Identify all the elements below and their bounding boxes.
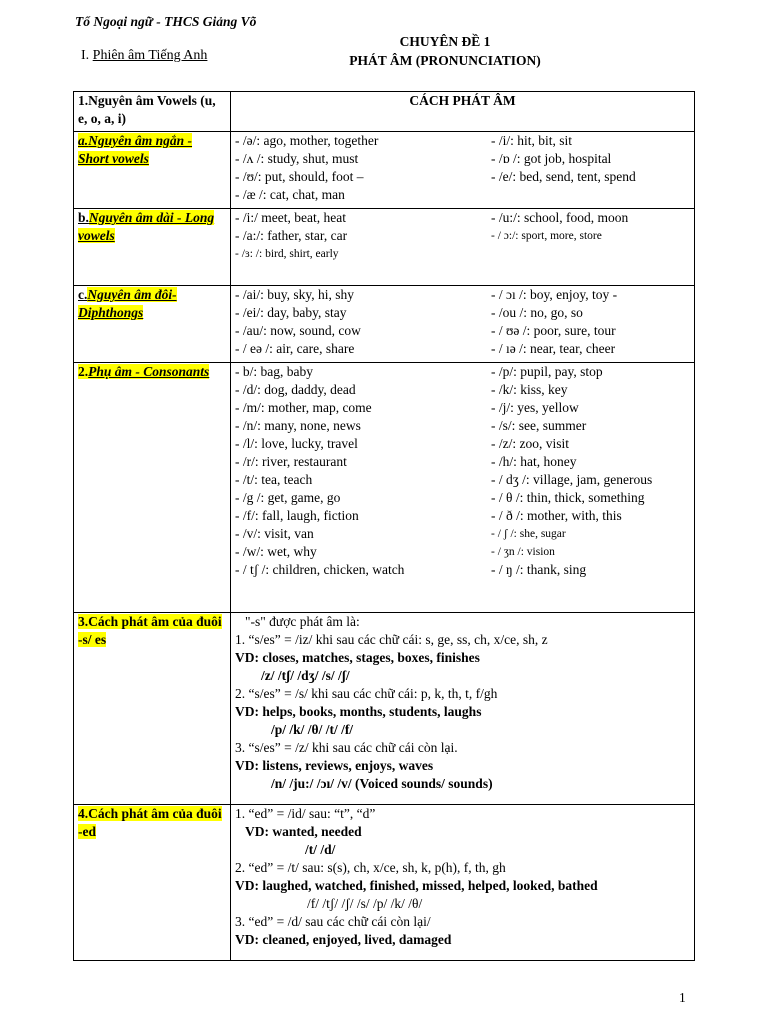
list-item: - /u:/: school, food, moon <box>491 210 629 225</box>
list-item: - b/: bag, baby <box>235 364 313 379</box>
ed-text: Cách phát âm của đuôi -ed <box>78 806 222 839</box>
list-item: VD: closes, matches, stages, boxes, finishes <box>235 650 480 665</box>
list-item: /z/ /tʃ/ /dʒ/ /s/ /ʃ/ <box>261 668 350 683</box>
list-item: - /p/: pupil, pay, stop <box>491 364 603 379</box>
list-item: VD: cleaned, enjoyed, lived, damaged <box>235 932 452 947</box>
diphthongs-text: Nguyên âm đôi- Diphthongs <box>78 287 177 320</box>
short-vowels-prefix: a. <box>78 133 89 148</box>
long-vowels-prefix: b. <box>78 210 89 225</box>
diphthongs-label <box>74 286 231 363</box>
list-item: VD: wanted, needed <box>245 824 362 839</box>
list-item: - /l/: love, lucky, travel <box>235 436 358 451</box>
table-row <box>74 132 695 209</box>
list-item: - /f/: fall, laugh, fiction <box>235 508 359 523</box>
list-item: - /k/: kiss, key <box>491 382 568 397</box>
table-row <box>74 92 695 132</box>
table-row <box>74 805 695 961</box>
list-item: - / ŋ /: thank, sing <box>491 562 587 577</box>
list-item: 3. “ed” = /d/ sau các chữ cái còn lại/ <box>235 914 431 929</box>
list-item: - /ai/: buy, sky, hi, shy <box>235 287 354 302</box>
list-item: VD: helps, books, months, students, laughs <box>235 704 482 719</box>
list-item: - /ei/: day, baby, stay <box>235 305 347 320</box>
list-item: - /w/: wet, why <box>235 544 317 559</box>
list-item: - /a:/: father, star, car <box>235 228 348 243</box>
short-vowels-text: Nguyên âm ngắn - Short vowels <box>78 133 193 166</box>
list-item: - /d/: dog, daddy, dead <box>235 382 356 397</box>
short-vowels-label <box>74 132 231 209</box>
section-title-text: Phiên âm Tiếng Anh <box>92 48 208 63</box>
ed-prefix: 4. <box>78 806 89 821</box>
list-item: - /ou /: no, go, so <box>491 305 583 320</box>
list-item: - / ɔ:/: sport, more, store <box>491 230 602 242</box>
list-item: /f/ /tʃ/ /ʃ/ /s/ /p/ /k/ /θ/ <box>307 896 423 911</box>
list-item: - /æ /: cat, chat, man <box>235 187 345 202</box>
list-item: - /s/: see, summer <box>491 418 587 433</box>
list-item: - / ʒn /: vision <box>491 546 555 558</box>
list-item: 1. “s/es” = /iz/ khi sau các chữ cái: s, ge, ss, ch, x/ce, sh, z <box>235 632 548 647</box>
list-item: - /t/: tea, teach <box>235 472 313 487</box>
method-heading: CÁCH PHÁT ÂM <box>231 92 695 132</box>
diphthongs-prefix: c. <box>78 287 88 302</box>
list-item: - /ɒ /: got job, hospital <box>491 151 612 166</box>
list-item: 2. “ed” = /t/ sau: s(s), ch, x/ce, sh, k, p(h), f, th, gh <box>235 860 506 875</box>
list-item: - / dʒ /: village, jam, generous <box>491 472 653 487</box>
list-item: - /h/: hat, honey <box>491 454 577 469</box>
long-vowels-label <box>74 209 231 286</box>
table-row <box>74 209 695 286</box>
list-item: /n/ /ju:/ /ɔı/ /v/ (Voiced sounds/ sounds) <box>271 776 493 791</box>
consonants-label <box>74 363 231 613</box>
list-item: - / tʃ /: children, chicken, watch <box>235 562 405 577</box>
list-item: - /au/: now, sound, cow <box>235 323 361 338</box>
list-item: - / ıə /: near, tear, cheer <box>491 341 616 356</box>
consonants-cell <box>231 363 695 613</box>
ed-cell <box>231 805 695 961</box>
table-row <box>74 613 695 805</box>
list-item: - /n/: many, none, news <box>235 418 361 433</box>
list-item: - /ə/: ago, mother, together <box>235 133 379 148</box>
list-item: - /e/: bed, send, tent, spend <box>491 169 636 184</box>
list-item: - / θ /: thin, thick, something <box>491 490 645 505</box>
list-item: /t/ /d/ <box>305 842 336 857</box>
s-es-label <box>74 613 231 805</box>
section-number: I. <box>81 48 93 63</box>
section-title <box>81 48 207 64</box>
table-row <box>74 363 695 613</box>
list-item: - / ʃ /: she, sugar <box>491 528 566 540</box>
list-item: - / eə /: air, care, share <box>235 341 355 356</box>
consonants-grid <box>235 363 690 579</box>
title-line-2: PHÁT ÂM (PRONUNCIATION) <box>349 53 541 68</box>
short-vowels-cell <box>231 132 695 209</box>
diphthongs-cell <box>231 286 695 363</box>
list-item: - /ʊ/: put, should, foot – <box>235 169 364 184</box>
s-es-text: Cách phát âm của đuôi -s/ es <box>78 614 222 647</box>
long-vowels-text: Nguyên âm dài - Long vowels <box>78 210 215 243</box>
list-item: /p/ /k/ /θ/ /t/ /f/ <box>271 722 354 737</box>
list-item: - /m/: mother, map, come <box>235 400 372 415</box>
consonants-prefix: 2. <box>78 364 89 379</box>
list-item <box>491 245 690 263</box>
s-es-prefix: 3. <box>78 614 89 629</box>
pronunciation-table <box>73 91 695 961</box>
list-item: - / ð /: mother, with, this <box>491 508 622 523</box>
list-item: 1. “ed” = /id/ sau: “t”, “d” <box>235 806 376 821</box>
list-item: - /ɜ: /: bird, shirt, early <box>235 248 339 260</box>
list-item: "-s" được phát âm là: <box>245 614 360 629</box>
list-item: - /i:/ meet, beat, heat <box>235 210 346 225</box>
title-line-1: CHUYÊN ĐỀ 1 <box>399 34 491 49</box>
list-item: - /ʌ /: study, shut, must <box>235 151 359 166</box>
list-item <box>491 186 690 204</box>
list-item: 2. “s/es” = /s/ khi sau các chữ cái: p, k, th, t, f/gh <box>235 686 498 701</box>
table-row <box>74 286 695 363</box>
page-number: 1 <box>679 990 686 1005</box>
list-item: VD: laughed, watched, finished, missed, helped, looked, bathed <box>235 878 598 893</box>
list-item: - /v/: visit, van <box>235 526 314 541</box>
list-item: - /j/: yes, yellow <box>491 400 579 415</box>
header-school: Tổ Ngoại ngữ - THCS Giảng Võ <box>75 14 257 29</box>
list-item: - /i/: hit, bit, sit <box>491 133 573 148</box>
vowels-heading: 1.Nguyên âm Vowels (u, e, o, a, i) <box>74 92 231 132</box>
ed-label <box>74 805 231 961</box>
list-item: - /r/: river, restaurant <box>235 454 347 469</box>
s-es-cell <box>231 613 695 805</box>
list-item: - / ʊə /: poor, sure, tour <box>491 323 616 338</box>
list-item: VD: listens, reviews, enjoys, waves <box>235 758 434 773</box>
list-item: - / ɔı /: boy, enjoy, toy - <box>491 287 618 302</box>
long-vowels-cell <box>231 209 695 286</box>
consonants-text: Phụ âm - Consonants <box>88 364 210 379</box>
list-item: - /z/: zoo, visit <box>491 436 569 451</box>
list-item: - /g /: get, game, go <box>235 490 341 505</box>
list-item: 3. “s/es” = /z/ khi sau các chữ cái còn lại. <box>235 740 458 755</box>
